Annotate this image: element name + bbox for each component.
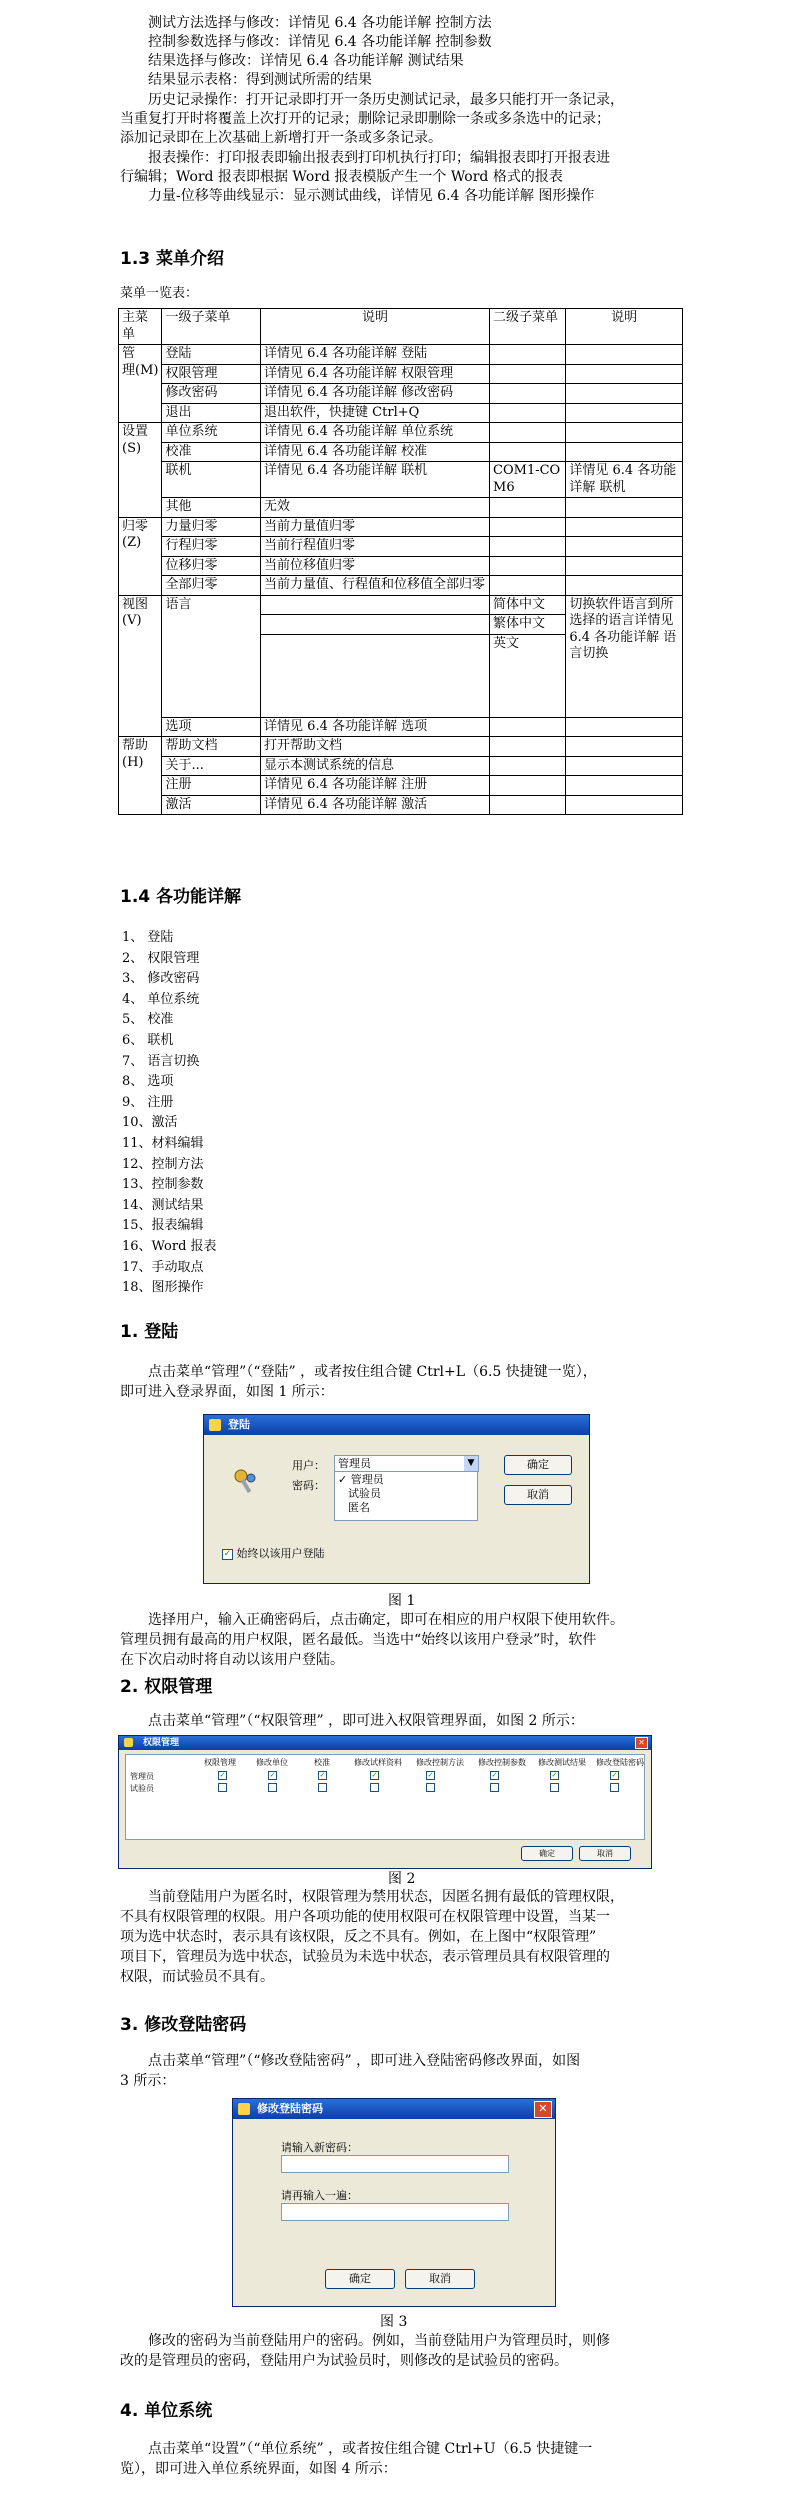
list-item: 2、 权限管理 [122,950,200,966]
table-label: 菜单一览表： [120,286,199,301]
paragraph-line: 点击菜单“设置”（“单位系统” ，或者按住组合键 Ctrl+U（6.5 快捷键一 [148,2441,593,2457]
table-row [119,717,683,737]
desc-cell: 无效 [261,498,490,518]
paragraph-line: 管理员拥有最高的用户权限，匿名最低。当选中“始终以该用户登录”时，软件 [120,1632,597,1648]
list-item: 11、材料编辑 [122,1135,204,1151]
empty-cell [566,442,683,462]
new-password-label: 请输入新密码： [281,2141,358,2154]
ok-button[interactable]: 确定 [325,2269,395,2289]
repeat-password-label: 请再输入一遍： [281,2189,358,2202]
grid-header: 修改单位 [256,1758,288,1767]
grid-header: 校准 [314,1758,330,1767]
empty-cell [566,364,683,384]
always-login-checkbox[interactable] [222,1545,325,1561]
empty-cell [490,717,566,737]
table-row [119,576,683,596]
ok-button[interactable]: 确定 [521,1846,573,1861]
paragraph-line: 选择用户，输入正确密码后，点击确定，即可在相应的用户权限下使用软件。 [148,1612,624,1628]
grid-header: 权限管理 [204,1758,236,1767]
checkbox-checked-icon[interactable]: ✓ [427,1771,434,1779]
submenu-cell: 登陆 [162,345,261,365]
table-header: 说明 [261,309,490,345]
keys-icon [232,1467,260,1495]
empty-cell [490,556,566,576]
new-password-input[interactable] [281,2155,509,2173]
desc-cell: 当前位移值归零 [261,556,490,576]
table-row [119,345,683,365]
submenu-cell: 联机 [162,462,261,498]
empty-cell [261,595,490,615]
table-row [119,403,683,423]
checkbox-checked-icon[interactable]: ✓ [491,1771,498,1779]
grid-header: 修改控制参数 [478,1758,526,1767]
intro-line: 历史记录操作：打开记录即打开一条历史测试记录，最多只能打开一条记录， [148,92,624,108]
paragraph-line: 览），即可进入单位系统界面，如图 4 所示： [120,2461,397,2477]
list-item: 13、控制参数 [122,1177,204,1193]
empty-cell [490,498,566,518]
table-row [119,517,683,537]
submenu-cell: 其他 [162,498,261,518]
paragraph-line: 即可进入登录界面，如图 1 所示： [120,1384,334,1400]
list-item: 9、 注册 [122,1094,174,1110]
empty-cell [566,345,683,365]
paragraph-line: 改的是管理员的密码，登陆用户为试验员时，则修改的是试验员的密码。 [120,2353,568,2369]
section-heading: 1. 登陆 [120,1322,179,1342]
paragraph-line: 当前登陆用户为匿名时，权限管理为禁用状态，因匿名拥有最低的管理权限， [148,1889,624,1905]
list-item: 7、 语言切换 [122,1053,200,1069]
list-item: 17、手动取点 [122,1259,204,1275]
table-row [119,384,683,404]
list-item: 12、控制方法 [122,1156,204,1172]
grid-row-label: 管理员 [130,1772,154,1781]
empty-cell [490,795,566,815]
paragraph-line: 点击菜单“管理”（“登陆” ，或者按住组合键 Ctrl+L（6.5 快捷键一览）， [148,1364,597,1380]
dialog-title: 修改登陆密码 [257,2102,323,2115]
table-row [119,462,683,498]
empty-cell [566,737,683,757]
empty-cell [490,776,566,796]
list-item: 8、 选项 [122,1074,174,1090]
checkbox[interactable] [318,1783,327,1792]
main-menu-settings: 设置(S) [119,423,162,518]
section-heading: 1.3 菜单介绍 [120,249,225,269]
desc-cell: 详情见 6.4 各功能详解 修改密码 [261,384,490,404]
chevron-down-icon[interactable]: ▼ [464,1456,478,1471]
ok-button[interactable]: 确定 [504,1455,572,1475]
list-item: 1、 登陆 [122,930,174,945]
table-row [119,537,683,557]
empty-cell [566,403,683,423]
empty-cell [490,756,566,776]
figure-caption: 图 2 [388,1871,416,1887]
table-header: 主菜单 [119,309,162,345]
submenu2-cell: 英文 [490,634,566,717]
submenu2-cell: 繁体中文 [490,615,566,635]
desc-cell: 切换软件语言到所选择的语言详情见 6.4 各功能详解 语言切换 [566,595,683,717]
checkbox[interactable] [268,1783,277,1792]
empty-cell [490,345,566,365]
paragraph-line: 权限，而试验员不具有。 [120,1969,274,1985]
paragraph-line: 项为选中状态时，表示具有该权限，反之不具有。例如，在上图中“权限管理” [120,1929,597,1945]
table-header: 一级子菜单 [162,309,261,345]
empty-cell [566,717,683,737]
intro-line: 结果选择与修改：详情见 6.4 各功能详解 测试结果 [148,53,464,69]
checkbox[interactable] [490,1783,499,1792]
submenu-cell: 位移归零 [162,556,261,576]
submenu-cell: 退出 [162,403,261,423]
empty-cell [566,795,683,815]
checkbox-checked-icon[interactable]: ✓ [219,1771,226,1779]
list-item: 6、 联机 [122,1032,174,1048]
empty-cell [490,384,566,404]
submenu-cell: 权限管理 [162,364,261,384]
submenu-cell: 语言 [162,595,261,717]
paragraph-line: 在下次启动时将自动以该用户登陆。 [120,1652,344,1668]
desc-cell: 退出软件，快捷键 Ctrl+Q [261,403,490,423]
empty-cell [566,556,683,576]
submenu-cell: 帮助文档 [162,737,261,757]
user-dropdown-list[interactable] [334,1471,478,1521]
paragraph-line: 点击菜单“管理”（“权限管理” ，即可进入权限管理界面，如图 2 所示： [148,1713,584,1729]
checkbox-checked-icon[interactable]: ✓ [611,1771,618,1779]
user-select-value: 管理员 [338,1457,371,1470]
user-label: 用户： [292,1459,325,1472]
table-row [119,442,683,462]
checkbox[interactable] [370,1783,379,1792]
paragraph-line: 3 所示： [120,2073,176,2089]
table-row [119,595,683,615]
empty-cell [566,576,683,596]
app-icon [209,1419,221,1431]
main-menu-help: 帮助(H) [119,737,162,815]
checkbox[interactable] [218,1783,227,1792]
grid-header: 修改试样资料 [354,1758,402,1767]
paragraph-line: 修改的密码为当前登陆用户的密码。例如，当前登陆用户为管理员时，则修 [148,2333,610,2349]
desc-cell: 详情见 6.4 各功能详解 权限管理 [261,364,490,384]
user-select[interactable] [334,1455,479,1472]
close-icon[interactable]: ✕ [635,1737,648,1749]
desc-cell: 详情见 6.4 各功能详解 注册 [261,776,490,796]
dialog-title: 登陆 [228,1418,250,1431]
grid-row-label: 试验员 [130,1784,154,1793]
checkbox[interactable] [610,1783,619,1792]
main-menu-zero: 归零(Z) [119,517,162,595]
submenu-cell: 全部归零 [162,576,261,596]
empty-cell [566,384,683,404]
list-item: 15、报表编辑 [122,1218,204,1234]
app-icon [238,2103,250,2115]
submenu2-cell: COM1-COM6 [490,462,566,498]
empty-cell [490,737,566,757]
paragraph-line: 不具有权限管理的权限。用户各项功能的使用权限可在权限管理中设置，当某一 [120,1909,610,1925]
desc-cell: 当前行程值归零 [261,537,490,557]
section-heading: 4. 单位系统 [120,2401,213,2421]
menu-table [118,308,683,815]
intro-line: 报表操作：打印报表即输出报表到打印机执行打印；编辑报表即打开报表进 [148,150,610,166]
figure-caption: 图 1 [388,1593,416,1609]
submenu2-cell: 简体中文 [490,595,566,615]
cancel-button[interactable]: 取消 [579,1846,631,1861]
figure-caption: 图 3 [380,2314,408,2330]
intro-line: 添加记录即在上次基础上新增打开一条或多条记录。 [120,130,442,146]
checkbox[interactable] [426,1783,435,1792]
change-password-dialog [232,2098,556,2307]
desc-cell: 详情见 6.4 各功能详解 选项 [261,717,490,737]
list-item: 10、激活 [122,1115,178,1131]
dropdown-option[interactable]: 匿名 [348,1501,370,1514]
empty-cell [261,634,490,717]
section-heading: 1.4 各功能详解 [120,887,242,907]
desc-cell: 详情见 6.4 各功能详解 登陆 [261,345,490,365]
repeat-password-input[interactable] [281,2203,509,2221]
desc-cell: 显示本测试系统的信息 [261,756,490,776]
section-heading: 3. 修改登陆密码 [120,2015,247,2035]
table-row [119,737,683,757]
submenu-cell: 校准 [162,442,261,462]
grid-header: 修改测试结果 [538,1758,586,1767]
table-header: 说明 [566,309,683,345]
checkbox-checked-icon[interactable]: ✓ [551,1771,558,1779]
submenu-cell: 激活 [162,795,261,815]
empty-cell [566,537,683,557]
desc-cell: 详情见 6.4 各功能详解 单位系统 [261,423,490,443]
cancel-button[interactable]: 取消 [504,1485,572,1505]
desc-cell: 详情见 6.4 各功能详解 联机 [261,462,490,498]
desc-cell: 详情见 6.4 各功能详解 联机 [566,462,683,498]
dialog-titlebar [204,1415,589,1435]
submenu-cell: 选项 [162,717,261,737]
empty-cell [490,517,566,537]
grid-header: 修改控制方法 [416,1758,464,1767]
table-row [119,364,683,384]
desc-cell: 详情见 6.4 各功能详解 激活 [261,795,490,815]
empty-cell [490,442,566,462]
list-item: 5、 校准 [122,1012,174,1028]
empty-cell [566,517,683,537]
app-icon [124,1738,133,1747]
intro-line: 当重复打开时将覆盖上次打开的记录；删除记录即删除一条或多条选中的记录； [120,111,610,127]
table-row [119,309,683,345]
list-item: 18、图形操作 [122,1280,204,1296]
permission-dialog [118,1735,652,1869]
submenu-cell: 力量归零 [162,517,261,537]
list-item: 16、Word 报表 [122,1238,217,1254]
empty-cell [566,498,683,518]
list-item: 3、 修改密码 [122,971,200,987]
empty-cell [566,756,683,776]
empty-cell [490,364,566,384]
grid-header: 修改登陆密码 [596,1758,644,1767]
desc-cell: 当前力量值、行程值和位移值全部归零 [261,576,490,596]
empty-cell [490,537,566,557]
dialog-title: 权限管理 [143,1738,180,1748]
table-row [119,795,683,815]
intro-line: 控制参数选择与修改：详情见 6.4 各功能详解 控制参数 [148,34,492,50]
section-heading: 2. 权限管理 [120,1677,213,1697]
submenu-cell: 单位系统 [162,423,261,443]
intro-line: 测试方法选择与修改：详情见 6.4 各功能详解 控制方法 [148,15,492,31]
desc-cell: 打开帮助文档 [261,737,490,757]
empty-cell [490,576,566,596]
dropdown-option[interactable]: 试验员 [348,1487,381,1500]
intro-line: 结果显示表格：得到测试所需的结果 [148,72,372,88]
empty-cell [490,423,566,443]
checkbox-checked-icon[interactable]: ✓ [223,1548,232,1559]
table-row [119,423,683,443]
empty-cell [490,403,566,423]
main-menu-manage: 管 理(M) [119,345,162,423]
table-row [119,556,683,576]
function-list [122,928,217,1299]
dialog-titlebar [233,2099,555,2119]
list-item: 4、 单位系统 [122,991,200,1007]
submenu-cell: 关于... [162,756,261,776]
paragraph-line: 点击菜单“管理”（“修改登陆密码” ，即可进入登陆密码修改界面，如图 [148,2053,581,2069]
dialog-titlebar [119,1736,651,1750]
dropdown-option[interactable]: ✓ 管理员 [338,1473,384,1486]
close-icon[interactable]: ✕ [534,2101,552,2118]
table-row [119,498,683,518]
cancel-button[interactable]: 取消 [405,2269,475,2289]
desc-cell: 当前力量值归零 [261,517,490,537]
empty-cell [566,423,683,443]
checkbox[interactable] [550,1783,559,1792]
table-row [119,756,683,776]
list-item: 14、测试结果 [122,1197,204,1213]
table-header: 二级子菜单 [490,309,566,345]
intro-line: 力量-位移等曲线显示：显示测试曲线，详情见 6.4 各功能详解 图形操作 [148,188,595,204]
checkbox-checked-icon[interactable]: ✓ [269,1771,276,1779]
permission-grid [125,1754,645,1840]
submenu-cell: 行程归零 [162,537,261,557]
desc-cell: 详情见 6.4 各功能详解 校准 [261,442,490,462]
empty-cell [261,615,490,635]
checkbox-label: 始终以该用户登陆 [236,1547,325,1560]
intro-line: 行编辑；Word 报表即根据 Word 报表模版产生一个 Word 格式的报表 [120,169,563,185]
main-menu-view: 视图(V) [119,595,162,737]
paragraph-line: 项目下，管理员为选中状态，试验员为未选中状态，表示管理员具有权限管理的 [120,1949,610,1965]
checkbox-checked-icon[interactable]: ✓ [319,1771,326,1779]
login-dialog [203,1414,590,1584]
empty-cell [566,776,683,796]
table-row [119,776,683,796]
submenu-cell: 注册 [162,776,261,796]
password-label: 密码： [292,1479,325,1492]
submenu-cell: 修改密码 [162,384,261,404]
checkbox-checked-icon[interactable]: ✓ [371,1771,378,1779]
